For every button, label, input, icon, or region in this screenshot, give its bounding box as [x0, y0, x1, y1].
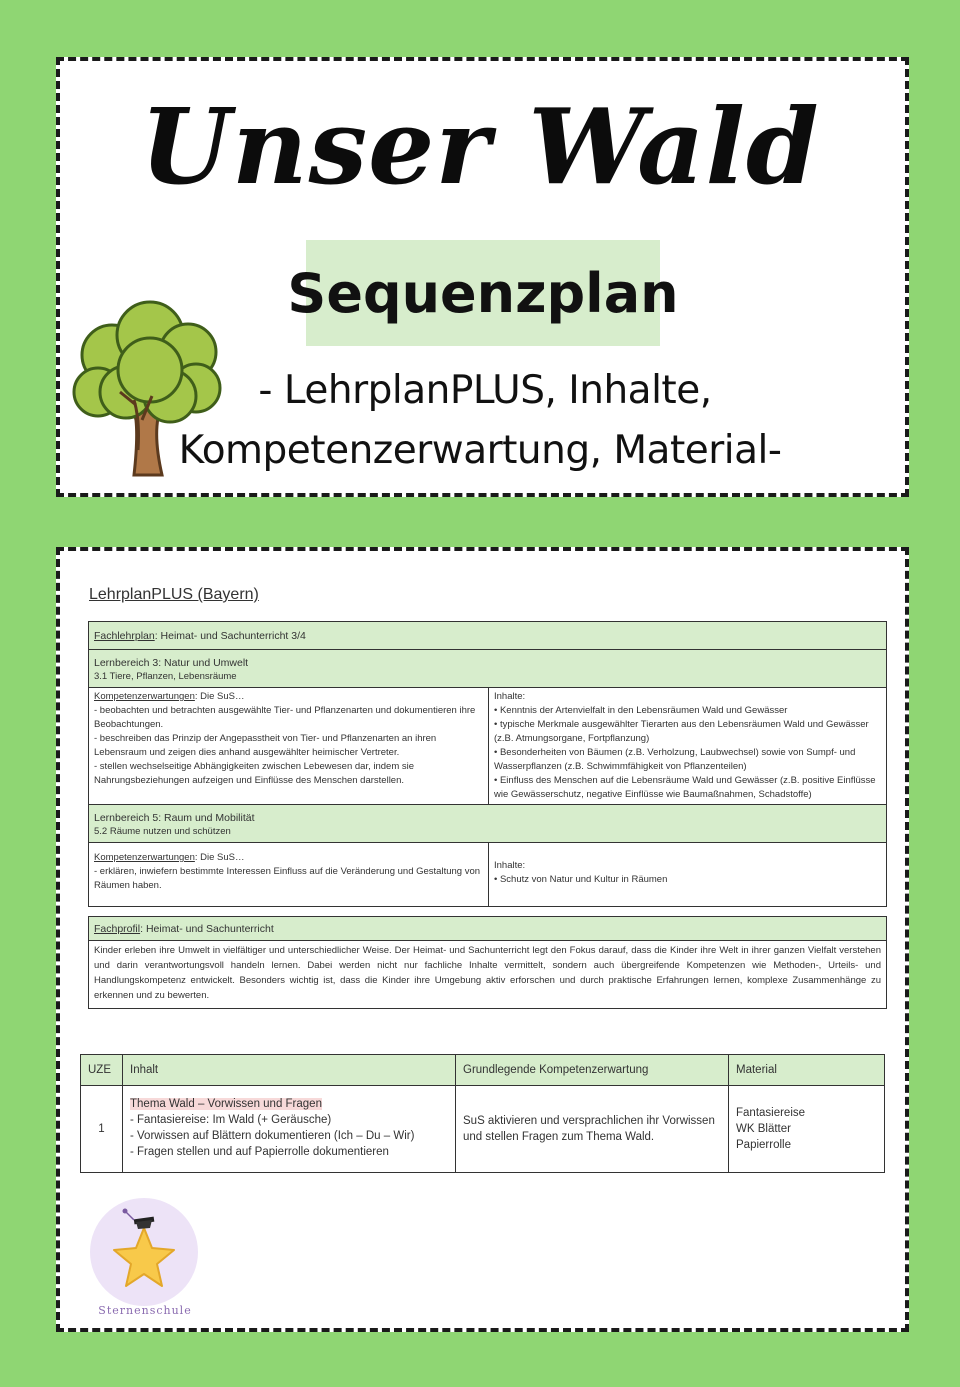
kompetenz-label: Kompetenzerwartungen — [94, 852, 195, 863]
inhalt-item: • typische Merkmale ausgewählter Tierarten aus den Lebensräumen Wald und Gewässer (z.B. Atmungsorgane, Fortpflanzung) — [494, 719, 869, 744]
lernbereich-5-title: Lernbereich 5: Raum und Mobilität — [94, 812, 255, 824]
fachlehrplan-row — [89, 622, 887, 650]
logo-badge — [90, 1198, 198, 1306]
inhalte-label: Inhalte: — [494, 691, 526, 702]
lernbereich-3-inhalte — [489, 688, 887, 805]
row-material — [729, 1086, 885, 1173]
logo-text: Sternenschule — [98, 1304, 192, 1317]
lernbereich-5-inhalte — [489, 843, 887, 907]
row-inhalt-item: - Fantasiereise: Im Wald (+ Geräusche) — [130, 1114, 332, 1126]
lernbereich-5-kompetenz — [89, 843, 489, 907]
lernbereich-3-header — [89, 650, 887, 688]
row-uze: 1 — [81, 1086, 123, 1173]
kompetenz-item: - beobachten und betrachten ausgewählte Tier- und Pflanzenarten und dokumentieren ihre Beobachtungen. — [94, 705, 476, 730]
kompetenz-item: - stellen wechselseitige Abhängigkeiten zwischen Lebewesen dar, indem sie Nahrungsbeziehungen aufzeigen und Einflüsse des Menschen darstellen. — [94, 761, 415, 786]
row-inhalt-item: - Vorwissen auf Blättern dokumentieren (Ich – Du – Wir) — [130, 1130, 415, 1142]
lernbereich-5-subtitle: 5.2 Räume nutzen und schützen — [94, 826, 231, 837]
material-item: Fantasiereise — [736, 1107, 806, 1119]
fachprofil-title: : Heimat- und Sachunterricht — [140, 922, 274, 935]
sequence-table — [80, 1054, 885, 1173]
header-uze: UZE — [81, 1055, 123, 1086]
inhalt-item: • Einfluss des Menschen auf die Lebensräume Wald und Gewässer (z.B. positive Einflüsse wie Gewässerschutz, negative Einflüsse wie Baumaßnahmen, Schadstoffe) — [494, 775, 876, 800]
row-inhalt-title: Thema Wald – Vorwissen und Fragen — [130, 1098, 322, 1110]
kompetenz-label: Kompetenzerwartungen — [94, 691, 195, 702]
inhalt-item: • Kenntnis der Artenvielfalt in den Lebensräumen Wald und Gewässer — [494, 705, 788, 716]
tagline-line-1: - LehrplanPLUS, Inhalte, — [258, 368, 712, 413]
row-inhalt-item: - Fragen stellen und auf Papierrolle dokumentieren — [130, 1146, 389, 1158]
lehrplan-heading: LehrplanPLUS (Bayern) — [89, 586, 259, 603]
fachlehrplan-label: Fachlehrplan — [94, 629, 155, 642]
lernbereich-5-header — [89, 805, 887, 843]
fachlehrplan-text: : Heimat- und Sachunterricht 3/4 — [154, 629, 306, 642]
header-material: Material — [729, 1055, 885, 1086]
fachprofil-table — [88, 916, 887, 1009]
table-row — [81, 1086, 885, 1173]
kompetenz-item: - erklären, inwiefern bestimmte Interessen Einfluss auf die Veränderung und Gestaltung von Räumen haben. — [94, 866, 481, 891]
inhalt-item: • Schutz von Natur und Kultur in Räumen — [494, 874, 668, 885]
star-icon — [90, 1198, 198, 1306]
inhalt-item: • Besonderheiten von Bäumen (z.B. Verholzung, Laubwechsel) sowie von Sumpf- und Wasserpflanzen (z.B. Schwimmfähigkeit von Pflanzenteilen) — [494, 747, 856, 772]
fachprofil-header — [89, 917, 887, 941]
page-title: Unser Wald — [140, 85, 820, 208]
row-kompetenz: SuS aktivieren und versprachlichen ihr Vorwissen und stellen Fragen zum Thema Wald. — [456, 1086, 729, 1173]
material-item: Papierrolle — [736, 1139, 791, 1151]
row-inhalt — [123, 1086, 456, 1173]
fachprofil-label: Fachprofil — [94, 922, 141, 935]
header-inhalt: Inhalt — [123, 1055, 456, 1086]
subtitle-box — [287, 240, 679, 346]
fachprofil-text: Kinder erleben ihre Umwelt in vielfältiger und unterschiedlicher Weise. Der Heimat- und Sachunterricht legt den Fokus darauf, dass die Kinder ihre Welt in ihrer ganzen Vielfalt verstehen und darin verantwortungsvoll handeln lernen. Dabei werden nicht nur fachliche Inhalte vermittelt, sondern auch übergreifende Kompetenzen wie Methoden-, Urteils- und Handlungskompetenz entwickelt. Besonders wichtig ist, dass die Kinder ihre Umgebung aktiv erforschen und durch praktische Erfahrungen lernen, komplexe Zusammenhänge zu erkennen und zu bewerten. — [89, 941, 887, 1009]
header-kompetenz: Grundlegende Kompetenzerwartung — [456, 1055, 729, 1086]
lernbereich-3-kompetenz — [89, 688, 489, 805]
lernbereich-3-subtitle: 3.1 Tiere, Pflanzen, Lebensräume — [94, 671, 237, 682]
material-item: WK Blätter — [736, 1123, 791, 1135]
kompetenz-suffix: : Die SuS… — [194, 852, 245, 863]
lernbereich-3-title: Lernbereich 3: Natur und Umwelt — [94, 657, 249, 669]
lehrplan-table — [88, 621, 887, 907]
sequence-header-row — [81, 1055, 885, 1086]
tagline-line-2: Kompetenzerwartung, Material- — [178, 428, 782, 473]
inhalte-label: Inhalte: — [494, 860, 526, 871]
subtitle: Sequenzplan — [287, 261, 679, 325]
tree-icon — [72, 300, 222, 480]
kompetenz-item: - beschreiben das Prinzip der Angepasstheit von Tier- und Pflanzenarten an ihren Lebensraum und zeigen dies anhand ausgewählter heimischer Vertreter. — [94, 733, 437, 758]
kompetenz-suffix: : Die SuS… — [194, 691, 245, 702]
